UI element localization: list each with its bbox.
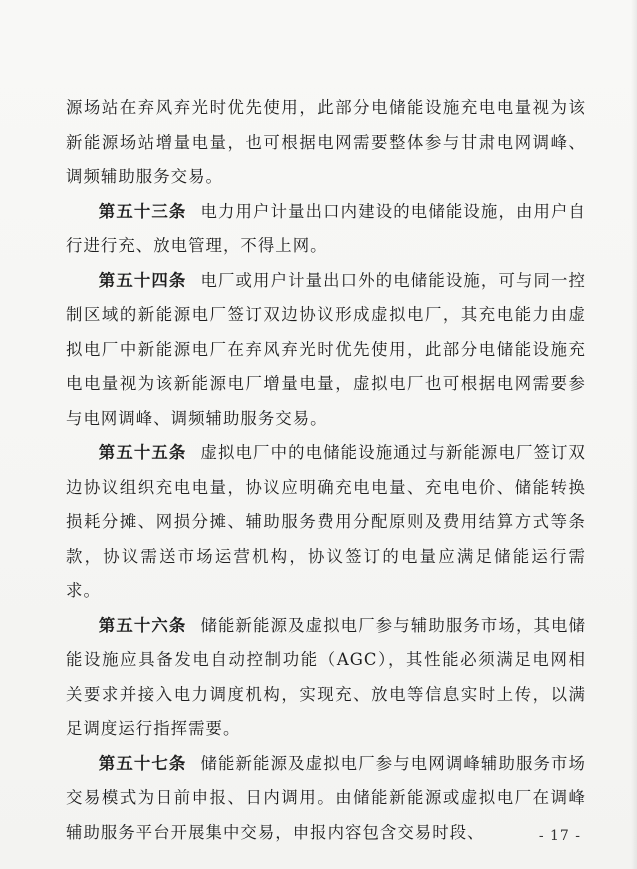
article-57 bbox=[66, 747, 586, 851]
page-edge-shadow bbox=[631, 0, 637, 869]
article-text: 虚拟电厂中的电储能设施通过与新能源电厂签订双边协议组织充电电量，协议应明确充电电量、充电电价、储能转换损耗分摊、网损分摊、辅助服务费用分配原则及费用结算方式等条款，协议需送市场运营机构，协议签订的电量应满足储能运行需求。 bbox=[66, 443, 587, 600]
article-text: 电力用户计量出口内建设的电储能设施，由用户自行进行充、放电管理，不得上网。 bbox=[66, 201, 587, 255]
article-title: 第五十四条 bbox=[98, 270, 187, 290]
article-55 bbox=[66, 436, 586, 609]
article-title: 第五十六条 bbox=[98, 615, 187, 635]
article-54 bbox=[66, 264, 586, 437]
lead-paragraph: 源场站在弃风弃光时优先使用，此部分电储能设施充电电量视为该新能源场站增量电量，也可根据电网需要整体参与甘肃电网调峰、调频辅助服务交易。 bbox=[66, 98, 586, 186]
page-number: - 17 - bbox=[538, 828, 581, 844]
article-title: 第五十三条 bbox=[98, 201, 187, 221]
article-56 bbox=[66, 609, 586, 747]
article-title: 第五十七条 bbox=[98, 753, 187, 773]
article-text: 电厂或用户计量出口外的电储能设施，可与同一控制区域的新能源电厂签订双边协议形成虚拟电厂，其充电能力由虚拟电厂中新能源电厂在弃风弃光时优先使用，此部分电储能设施充电电量视为该新能源电厂增量电量，虚拟电厂也可根据电网需要参与电网调峰、调频辅助服务交易。 bbox=[66, 270, 587, 428]
article-53 bbox=[66, 195, 586, 264]
article-text: 储能新能源及虚拟电厂参与电网调峰辅助服务市场交易模式为日前申报、日内调用。由储能新能源或虚拟电厂在调峰辅助服务平台开展集中交易，申报内容包含交易时段、 bbox=[66, 753, 587, 842]
article-text: 储能新能源及虚拟电厂参与辅助服务市场，其电储能设施应具备发电自动控制功能（AGC），其性能必须满足电网相关要求并接入电力调度机构，实现充、放电等信息实时上传，以满足调度运行指挥需要。 bbox=[66, 615, 587, 738]
document-body bbox=[66, 91, 586, 850]
article-title: 第五十五条 bbox=[98, 443, 187, 462]
